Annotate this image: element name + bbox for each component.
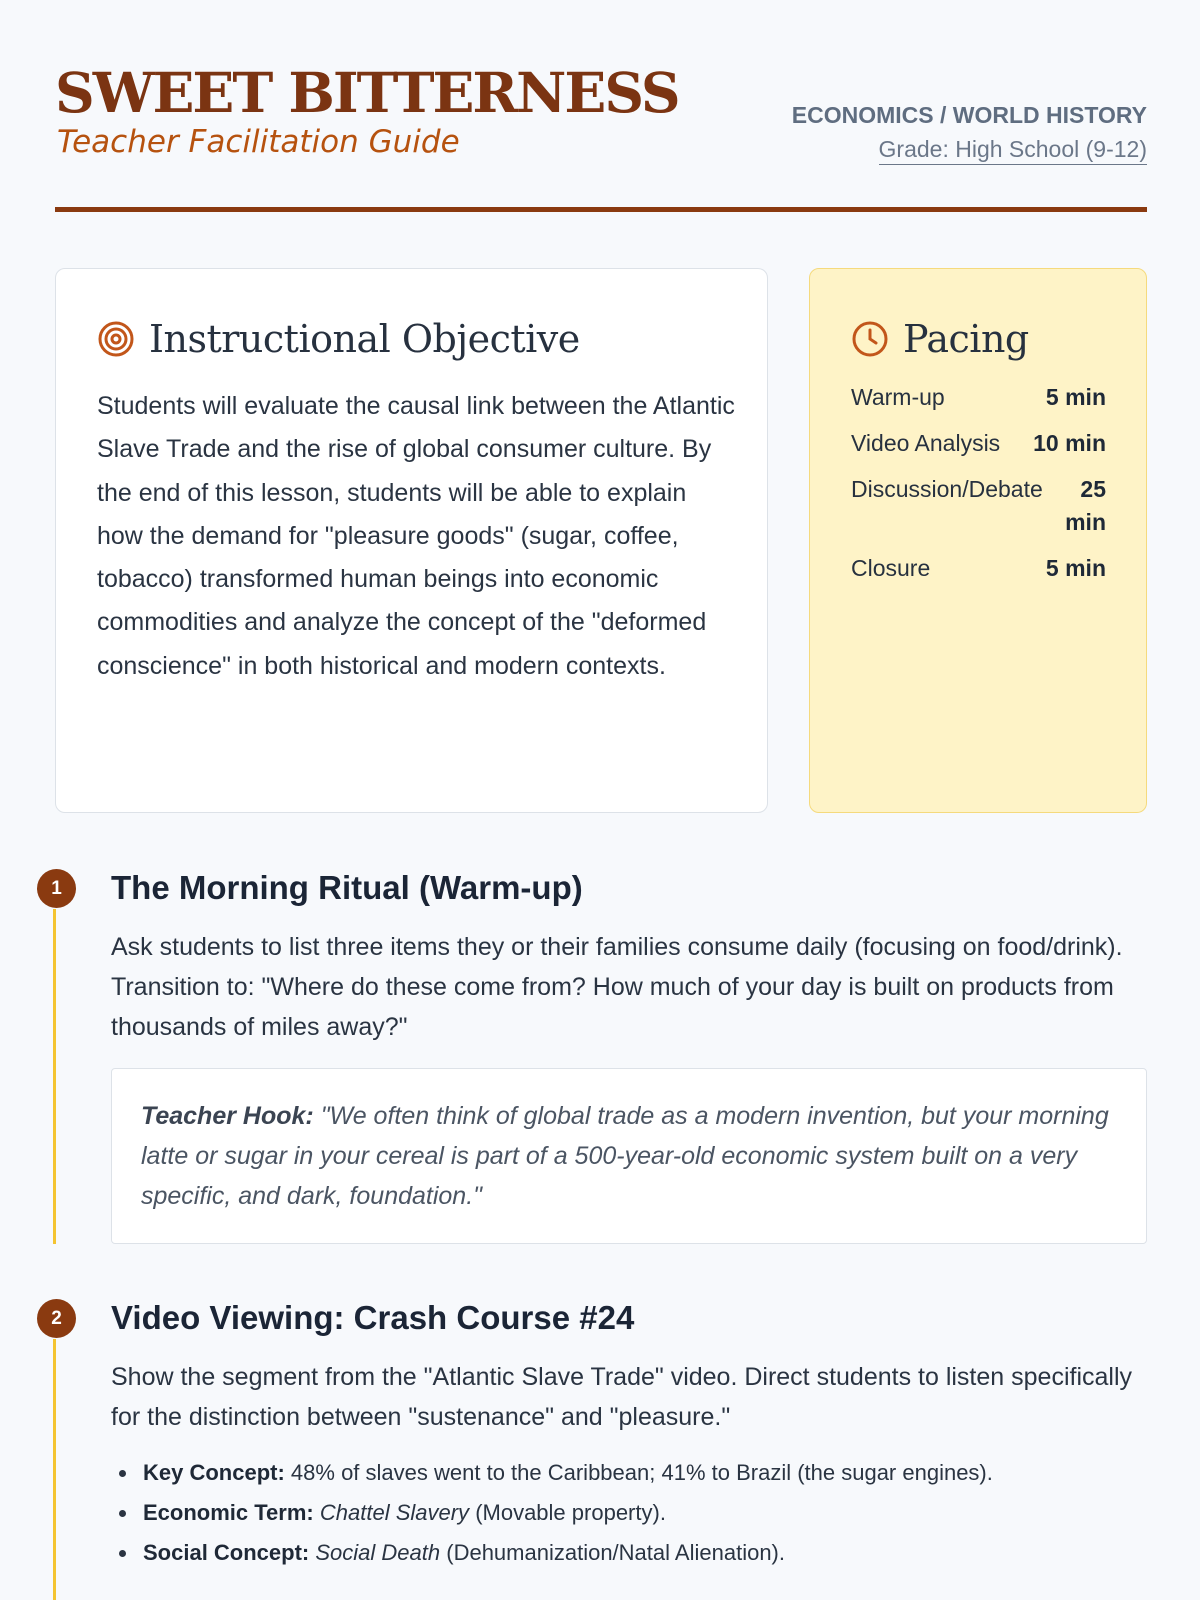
pacing-activity: Closure bbox=[851, 555, 931, 581]
pacing-list bbox=[851, 381, 1106, 598]
objective-card bbox=[55, 268, 768, 813]
pacing-row bbox=[851, 381, 1106, 414]
pacing-card bbox=[809, 268, 1147, 813]
bullet-text: (Movable property). bbox=[475, 1500, 666, 1525]
step-title: The Morning Ritual (Warm-up) bbox=[111, 869, 583, 906]
pacing-duration: 10 min bbox=[1033, 430, 1106, 456]
step-title: Video Viewing: Crash Course #24 bbox=[111, 1299, 635, 1336]
list-item bbox=[111, 1493, 1147, 1533]
list-item bbox=[111, 1453, 1147, 1493]
step-number-badge: 1 bbox=[37, 869, 76, 908]
pacing-heading: Pacing bbox=[903, 317, 1029, 361]
target-icon bbox=[97, 320, 135, 358]
objective-text: Students will evaluate the causal link between the Atlantic Slave Trade and the rise of global consumer culture. By the end of this lesson, students will be able to explain how the demand for "pleasure goods" (sugar, coffee, tobacco) transformed human beings into economic commodities and analyze the concept of the "deformed conscience" in both historical and modern contexts. bbox=[97, 392, 735, 680]
list-item bbox=[111, 1533, 1147, 1573]
grade-link[interactable]: Grade: High School (9-12) bbox=[879, 136, 1147, 165]
concept-list bbox=[111, 1453, 1147, 1573]
teacher-hook bbox=[141, 1096, 1116, 1216]
step-text: Ask students to list three items they or their families consume daily (focusing on food/drink). Transition to: "Where do these come from? How much of your day is built on products from thousands of miles away?" bbox=[111, 933, 1123, 1041]
step-number-badge: 2 bbox=[37, 1299, 76, 1338]
objective-header bbox=[97, 315, 580, 363]
pacing-duration: 5 min bbox=[1045, 555, 1106, 581]
step-1 bbox=[37, 869, 1147, 1244]
hook-label: Teacher Hook: bbox=[141, 1102, 314, 1130]
clock-icon bbox=[851, 320, 889, 358]
step-2 bbox=[37, 1299, 1147, 1599]
page-header bbox=[55, 52, 1147, 212]
pacing-duration: 5 min bbox=[1045, 384, 1106, 410]
pacing-row bbox=[851, 552, 1106, 585]
bullet-icon bbox=[119, 1550, 126, 1557]
bullet-term: Social Death bbox=[315, 1540, 441, 1565]
timeline-line bbox=[53, 909, 56, 1244]
pacing-activity: Discussion/Debate bbox=[851, 476, 1043, 502]
bullet-key: Key Concept: bbox=[143, 1460, 285, 1485]
bullet-key: Economic Term: bbox=[143, 1500, 314, 1525]
bullet-icon bbox=[119, 1510, 126, 1517]
pacing-row bbox=[851, 473, 1106, 539]
timeline-line bbox=[53, 1339, 56, 1600]
pacing-activity: Warm-up bbox=[851, 384, 945, 410]
bullet-icon bbox=[119, 1470, 126, 1477]
pacing-activity: Video Analysis bbox=[851, 430, 1001, 456]
pacing-row bbox=[851, 427, 1106, 460]
teacher-hook-box bbox=[111, 1068, 1147, 1244]
bullet-text: (Dehumanization/Natal Alienation). bbox=[446, 1540, 785, 1565]
step-text: Show the segment from the "Atlantic Slave Trade" video. Direct students to listen specifically for the distinction between "sustenance" and "pleasure." bbox=[111, 1363, 1133, 1431]
page-subtitle: Teacher Facilitation Guide bbox=[57, 124, 460, 160]
subject-label: ECONOMICS / WORLD HISTORY bbox=[791, 102, 1147, 128]
bullet-term: Chattel Slavery bbox=[319, 1500, 470, 1525]
pacing-duration: 25 min bbox=[1065, 476, 1106, 535]
pacing-header bbox=[851, 315, 1029, 363]
bullet-text: 48% of slaves went to the Caribbean; 41% to Brazil (the sugar engines). bbox=[290, 1460, 993, 1485]
bullet-key: Social Concept: bbox=[143, 1540, 310, 1565]
objective-heading: Instructional Objective bbox=[149, 317, 580, 361]
hook-quote: "We often think of global trade as a modern invention, but your morning latte or sugar in your cereal is part of a 500-year-old economic system built on a very specific, and dark, foundation." bbox=[141, 1102, 1109, 1210]
page-title: SWEET BITTERNESS bbox=[55, 60, 679, 125]
